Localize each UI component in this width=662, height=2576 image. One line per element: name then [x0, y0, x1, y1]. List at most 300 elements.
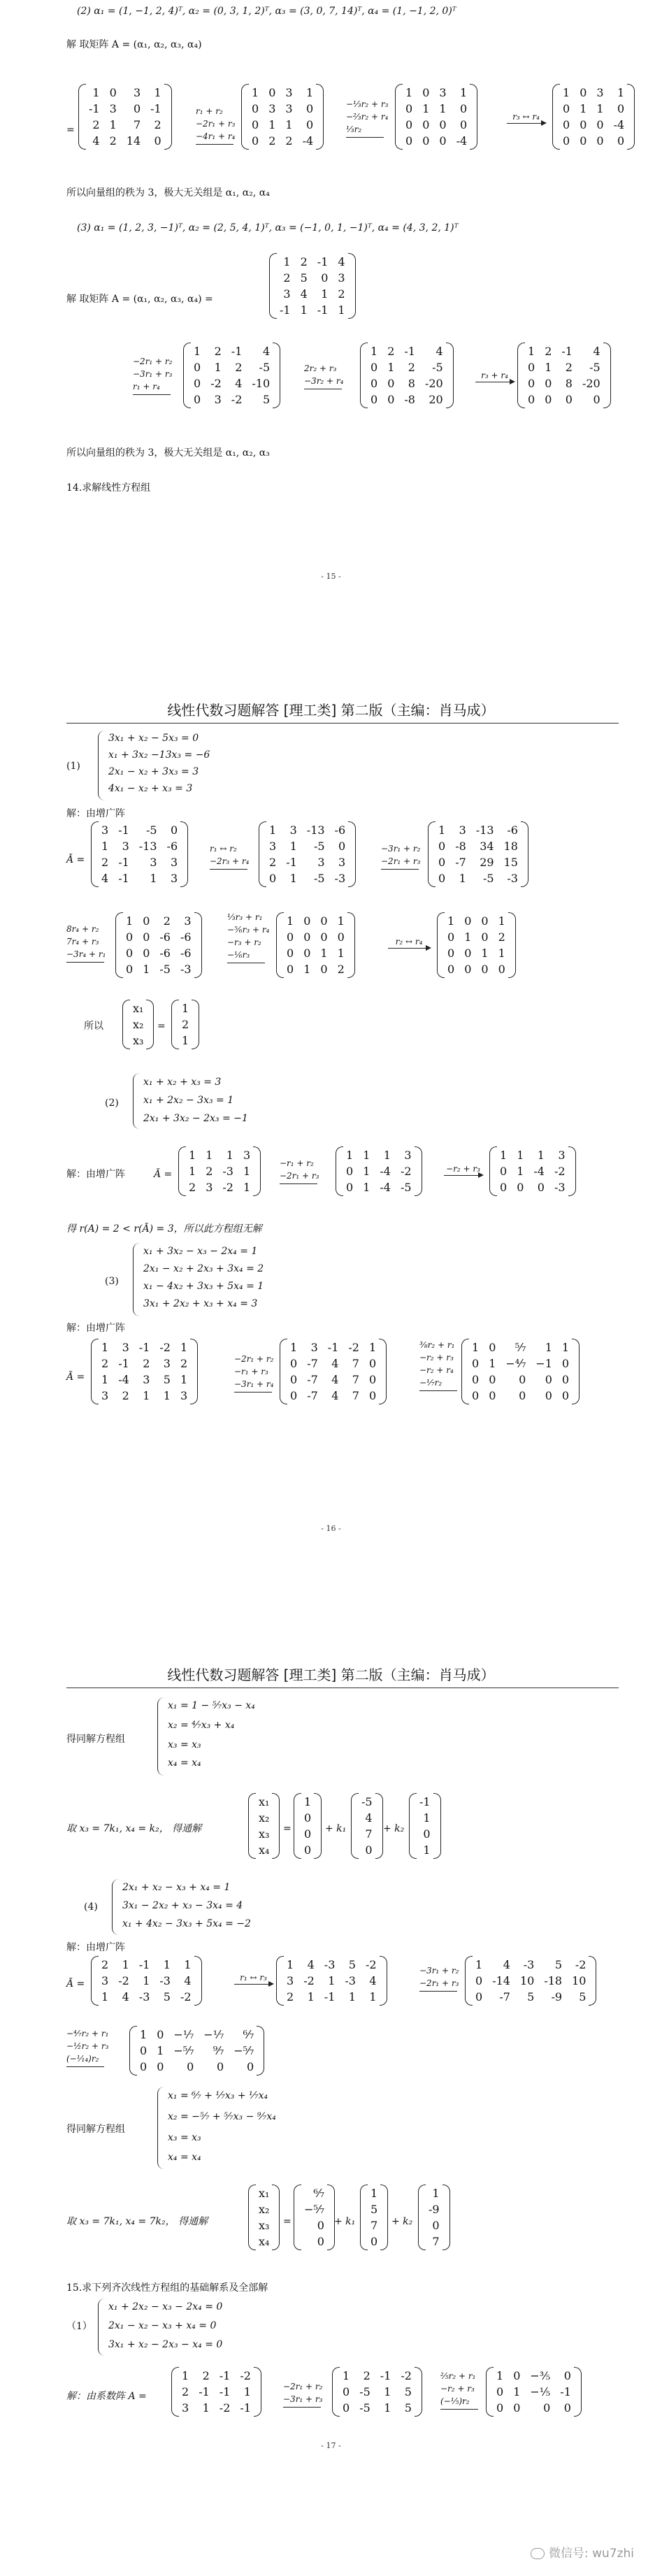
matrix-entry: 1 — [363, 1181, 370, 1194]
left-bracket — [360, 2185, 368, 2250]
right-bracket — [446, 343, 454, 408]
matrix-entry: 0 — [317, 2235, 324, 2248]
matrix-entry: 4 — [503, 1958, 510, 1971]
left-bracket — [294, 2185, 301, 2250]
matrix-entry: -2 — [303, 1974, 315, 1987]
row-operation: −3r₄ + r₁ — [66, 949, 106, 959]
matrix-b — [241, 84, 324, 150]
matrix-entry: 1 — [472, 1341, 480, 1354]
system-2-eq-1: x₁ + x₂ + x₃ = 3 — [143, 1077, 222, 1088]
matrix-entry: 1 — [300, 303, 308, 317]
row-operation: −r₁ + r₂ — [280, 1158, 314, 1168]
right-bracket — [272, 2185, 280, 2250]
right-bracket — [375, 1793, 383, 1859]
augmented-symbol-3: Ā = — [66, 1372, 85, 1383]
row-operation: −2r₁ + r₂ — [283, 2382, 323, 2391]
matrix-entry: 5 — [527, 1990, 535, 2003]
matrix-entry: 0 — [498, 963, 505, 976]
matrix-entry: 3 — [122, 840, 129, 853]
right-bracket — [508, 912, 516, 978]
general2-plus-k1: + k₁ — [334, 2216, 356, 2227]
matrix-entry: 4 — [436, 345, 443, 358]
left-bracket — [122, 1000, 130, 1049]
matrix-entry: 0 — [252, 134, 259, 147]
matrix-entry: 0 — [439, 118, 447, 131]
matrix-entry: 0 — [464, 947, 472, 960]
matrix-entry: 1 — [439, 102, 447, 115]
matrix-entry: 1 — [101, 1990, 109, 2003]
matrix-entry: -20 — [582, 377, 600, 390]
matrix-entry: -14 — [492, 1974, 510, 1987]
matrix-entry: x₃ — [259, 2219, 270, 2232]
matrix-entry: 0 — [561, 1389, 570, 1402]
matrix-entry: 2 — [154, 118, 161, 131]
section-14-title: 14.求解线性方程组 — [66, 482, 151, 494]
matrix-entry: 0 — [489, 1389, 496, 1402]
matrix-entry: -5 — [145, 823, 157, 837]
matrix-entry: 2 — [180, 1357, 188, 1370]
matrix-a — [78, 84, 172, 150]
matrix-entry: 1 — [163, 1958, 171, 1971]
matrix-entry: 0 — [187, 2060, 194, 2073]
matrix-entry: -9 — [551, 1990, 563, 2003]
matrix-entry: x₄ — [259, 2235, 270, 2248]
matrix-entry: 1 — [528, 345, 535, 358]
matrix-entry: -6 — [334, 823, 346, 837]
matrix-entry: 1 — [405, 86, 413, 99]
matrix-entry: 0 — [290, 1357, 298, 1370]
matrix-entry: 34 — [480, 840, 494, 853]
system-4-eq-3: x₁ + 4x₂ − 3x₃ + 5x₄ = −2 — [122, 1918, 251, 1929]
page-header-title-17: 线性代数习题解答 [理工类] 第二版（主编：肖马成） — [167, 1667, 495, 1683]
matrix-entry: 3 — [180, 1389, 188, 1402]
matrix-entry: 0 — [343, 2401, 350, 2415]
problem-3-statement: (3) α₁ = (1, 2, 3, −1)ᵀ, α₂ = (2, 5, 4, 1)ᵀ, α₃ = (−1, 0, 1, −1)ᵀ, α₄ = (4, 3, 2, 1)ᵀ — [77, 222, 459, 233]
matrix-entry: -1 — [324, 1990, 336, 2003]
matrix-entry: 1 — [545, 361, 552, 374]
matrix-entry: 0 — [593, 393, 600, 406]
matrix-entry: -2 — [118, 1974, 129, 1987]
left-bracket — [395, 84, 403, 150]
matrix-entry: 2 — [287, 1990, 294, 2003]
matrix-entry: 0 — [537, 1181, 545, 1194]
left-bracket — [248, 2185, 256, 2250]
matrix-entry: 0 — [370, 393, 378, 406]
matrix-entry: 2 — [300, 255, 308, 268]
page-number-16: - 16 - — [321, 1524, 341, 1533]
system-2-label: (2) — [105, 1098, 119, 1109]
matrix-entry: 0 — [387, 393, 395, 406]
matrix-entry: -1 — [118, 872, 129, 885]
equals-sign: = — [66, 124, 75, 136]
matrix-entry: 0 — [126, 963, 134, 976]
matrix-entry: 0 — [561, 1373, 570, 1386]
matrix-entry: x₁ — [133, 1002, 144, 1015]
matrix-entry: 4 — [262, 345, 271, 358]
right-bracket — [348, 253, 356, 319]
matrix-entry: −1 — [535, 1357, 552, 1370]
matrix-entry: 0 — [346, 1181, 354, 1194]
matrix-entry: 7 — [133, 118, 141, 131]
matrix-entry: ⁶⁄₇ — [313, 2187, 324, 2200]
matrix-entry: 0 — [126, 930, 134, 944]
matrix-entry: -2 — [554, 1165, 566, 1178]
matrix-entry: 0 — [528, 361, 535, 374]
matrix-entry: −⅗ — [530, 2369, 551, 2382]
matrix-entry: 0 — [305, 102, 314, 115]
left-bracket — [171, 1000, 179, 1049]
matrix-entry: 0 — [143, 914, 150, 928]
system-2-brace — [133, 1073, 141, 1129]
matrix-entry: 0 — [269, 872, 277, 885]
matrix-entry: -4 — [380, 1165, 391, 1178]
matrix-entry: -2 — [222, 1181, 233, 1194]
matrix-entry: 0 — [133, 102, 141, 115]
row-operation: −3r₂ + r₄ — [304, 376, 344, 386]
matrix-entry: 2 — [363, 2369, 370, 2382]
matrix-entry: -1 — [231, 345, 243, 358]
matrix-entry: 0 — [459, 118, 468, 131]
matrix-entry: 7 — [352, 1373, 359, 1386]
right-bracket — [273, 343, 280, 408]
matrix-entry: 3 — [317, 856, 325, 869]
matrix-entry: -1 — [219, 2385, 231, 2398]
row-swap-label-2: r₂ ↔ r₄ — [395, 937, 423, 947]
matrix-entry: -13 — [306, 823, 325, 837]
header-rule — [66, 723, 619, 724]
right-bracket — [589, 1956, 596, 2006]
matrix-entry: 1 — [226, 1149, 233, 1162]
matrix-entry: 2 — [283, 271, 291, 285]
matrix-entry: 0 — [563, 2401, 571, 2415]
row-operation: −⅙r₃ — [227, 950, 250, 960]
row-operation: −2r₁ + r₃ — [381, 856, 421, 866]
matrix-entry: 1 — [252, 86, 259, 99]
right-bracket — [146, 1000, 154, 1049]
matrix-entry: -5 — [313, 872, 325, 885]
matrix-entry: −⁵⁄₇ — [233, 2044, 254, 2057]
right-bracket — [568, 1146, 576, 1196]
matrix-entry: 3 — [287, 1974, 294, 1987]
matrix-aug-4 — [115, 912, 202, 978]
matrix-entry: 10 — [572, 1974, 587, 1987]
watermark-text: 微信号: wu7zhi — [548, 2547, 634, 2561]
arrow-icon — [381, 869, 419, 870]
matrix-entry: -4 — [380, 1181, 391, 1194]
arrow-icon — [440, 2409, 478, 2410]
matrix-entry: 1 — [243, 1165, 251, 1178]
matrix-entry: -1 — [118, 823, 129, 837]
matrix-entry: 1 — [206, 1149, 213, 1162]
matrix-entry: −⁵⁄₇ — [304, 2203, 324, 2216]
matrix-entry: 1 — [150, 872, 157, 885]
wechat-watermark — [531, 2543, 634, 2561]
right-bracket — [380, 2185, 388, 2250]
matrix-entry: 0 — [563, 134, 570, 147]
matrix-h — [517, 343, 611, 408]
matrix-entry: 10 — [519, 1974, 535, 1987]
matrix-entry: 0 — [472, 1357, 480, 1370]
matrix-entry: x₂ — [259, 1811, 270, 1825]
matrix-entry: 0 — [517, 1181, 524, 1194]
matrix-entry: 1 — [370, 345, 378, 358]
row-operation: −⁴⁄₇r₂ + r₁ — [66, 2029, 109, 2038]
matrix-c — [395, 84, 477, 150]
row-operation: 8r₄ + r₂ — [66, 924, 99, 934]
augmented-symbol-4: Ā = — [66, 1978, 85, 1989]
general-solution-intro-2: 得同解方程组 — [66, 2124, 125, 2135]
matrix-entry: 0 — [370, 377, 378, 390]
matrix-entry: 0 — [438, 840, 446, 853]
wechat-icon — [531, 2548, 545, 2559]
section-15-title: 15.求下列齐次线性方程组的基础解系及全部解 — [66, 2282, 268, 2294]
matrix-entry: -1 — [138, 1341, 150, 1354]
row-operation: −r₂ + r₃ — [419, 1353, 454, 1362]
parameter-choice: 取 x₃ = 7k₁, x₄ = k₂， 得通解 — [66, 1823, 202, 1834]
matrix-entry: 0 — [580, 118, 587, 131]
matrix-entry: 0 — [422, 118, 430, 131]
matrix-entry: 1 — [214, 361, 222, 374]
matrix-entry: 0 — [565, 393, 573, 406]
matrix-entry: 3 — [283, 287, 291, 301]
matrix-entry: 1 — [368, 1341, 377, 1354]
matrix-entry: 0 — [287, 930, 294, 944]
matrix-entry: 3 — [338, 271, 345, 285]
matrix-entry: 4 — [92, 134, 100, 147]
augmented-symbol: Ā = — [66, 854, 85, 865]
matrix-entry: 1 — [617, 86, 625, 99]
arrow-icon — [66, 962, 104, 963]
row-ops-10 — [234, 1353, 273, 1393]
matrix-entry: -6 — [180, 930, 192, 944]
matrix-entry: 1 — [537, 1149, 545, 1162]
matrix-aug-7 — [178, 1146, 261, 1196]
right-bracket — [415, 1146, 422, 1196]
row-operation: −2r₁ + r₂ — [133, 357, 173, 366]
matrix-entry: 1 — [545, 1341, 552, 1354]
general2-vec-2 — [418, 2185, 450, 2250]
row-operation: −2r₁ + r₃ — [280, 1171, 319, 1181]
matrix-entry: 1 — [438, 823, 446, 837]
matrix-entry: 1 — [163, 1389, 171, 1402]
matrix-entry: 3 — [269, 840, 277, 853]
matrix-entry: 0 — [343, 2385, 350, 2398]
matrix-entry: 0 — [545, 377, 552, 390]
matrix-entry: 0 — [338, 840, 346, 853]
matrix-entry: 0 — [368, 1373, 377, 1386]
matrix-entry: 0 — [447, 963, 455, 976]
right-bracket — [348, 821, 356, 887]
matrix-entry: 4 — [235, 377, 243, 390]
matrix-entry: -1 — [219, 2369, 231, 2382]
row-ops-4 — [304, 362, 343, 389]
row-add-label: r₃ + r₄ — [481, 370, 508, 380]
matrix-entry: 1 — [561, 1341, 570, 1354]
matrix-entry: -1 — [317, 255, 329, 268]
right-bracket — [415, 2367, 422, 2417]
matrix-entry: 0 — [447, 947, 455, 960]
matrix-entry: 5 — [554, 1958, 563, 1971]
matrix-entry: 1 — [122, 1958, 129, 1971]
matrix-entry: 0 — [290, 1389, 298, 1402]
row-ops-3 — [133, 355, 172, 395]
matrix-entry: 4 — [365, 1811, 373, 1825]
matrix-entry: 1 — [328, 1974, 336, 1987]
arrow-icon — [280, 1183, 317, 1184]
matrix-f — [183, 343, 280, 408]
system-2-eq-3: 2x₁ + 3x₂ − 2x₃ = −1 — [143, 1113, 248, 1124]
system-3-brace — [133, 1243, 141, 1316]
matrix-entry: 0 — [545, 1389, 552, 1402]
left-bracket — [78, 84, 86, 150]
matrix-entry: 0 — [596, 134, 604, 147]
matrix-entry: -20 — [424, 377, 443, 390]
matrix-entry: 0 — [252, 118, 259, 131]
matrix-entry: -6 — [159, 947, 171, 960]
general2-plus-k2: + k₂ — [391, 2216, 413, 2227]
matrix-entry: 0 — [303, 930, 311, 944]
matrix-entry: 0 — [475, 1990, 483, 2003]
matrix-entry: -3 — [334, 872, 346, 885]
system-3-eq-1: x₁ + 3x₂ − x₃ − 2x₄ = 1 — [143, 1246, 258, 1257]
matrix-entry: 8 — [408, 377, 415, 390]
system-4-brace — [112, 1879, 120, 1935]
matrix-aug-1 — [91, 821, 188, 887]
matrix-entry: 1 — [596, 102, 604, 115]
matrix-entry: 1 — [184, 1958, 192, 1971]
row-operation: r₁ ↔ r₂ — [210, 844, 237, 854]
right-bracket — [272, 1793, 280, 1859]
matrix-entry: -1 — [199, 2385, 210, 2398]
matrix-entry: 0 — [405, 102, 413, 115]
row-operation: −r₃ + r₂ — [227, 937, 261, 947]
matrix-entry: x₁ — [259, 1795, 270, 1808]
matrix-entry: 2 — [268, 134, 276, 147]
matrix-entry: 0 — [545, 393, 552, 406]
matrix-entry: 1 — [290, 1341, 298, 1354]
matrix-entry: -2 — [348, 1341, 359, 1354]
matrix-entry: -7 — [455, 856, 466, 869]
matrix-entry: 1 — [101, 1373, 109, 1386]
matrix-entry: 18 — [503, 840, 518, 853]
matrix-entry: 5 — [348, 1958, 356, 1971]
system-3-eq-4: 3x₁ + 2x₂ + x₃ + x₄ = 3 — [143, 1298, 258, 1309]
right-bracket — [572, 1339, 580, 1404]
matrix-entry: 1 — [92, 86, 100, 99]
general-eq-sign: = — [283, 1823, 292, 1834]
problem-2-statement: (2) α₁ = (1, −1, 2, 4)ᵀ, α₂ = (0, 3, 1, 2)ᵀ, α₃ = (3, 0, 7, 14)ᵀ, α₄ = (1, −1, 2, 0)ᵀ — [77, 6, 456, 17]
matrix-entry: -1 — [380, 2369, 391, 2382]
homogeneous-eq-2: 2x₁ − x₂ − x₃ + x₄ = 0 — [108, 2320, 217, 2331]
matrix-entry: -1 — [560, 2385, 571, 2398]
row-operation: 7r₄ + r₃ — [66, 937, 99, 947]
solution-intro: 解 取矩阵 A = (α₁, α₂, α₃, α₄) — [66, 39, 202, 50]
matrix-entry: 1 — [489, 1357, 496, 1370]
matrix-entry: 0 — [475, 1974, 483, 1987]
row-operation: −2r₁ + r₂ — [234, 1354, 274, 1364]
matrix-entry: 0 — [109, 86, 117, 99]
right-bracket — [194, 1956, 202, 2006]
arrow-icon — [196, 144, 233, 145]
row-operation: −3r₁ + r₂ — [381, 844, 421, 854]
matrix-entry: 2 — [101, 1357, 109, 1370]
left-bracket — [294, 1793, 301, 1859]
matrix-entry: 15 — [503, 856, 518, 869]
right-bracket — [194, 912, 202, 978]
matrix-entry: 2 — [285, 134, 293, 147]
left-bracket — [259, 821, 266, 887]
matrix-aug-8 — [336, 1146, 422, 1196]
matrix-entry: 3 — [122, 1341, 129, 1354]
rank-note: 得 r(A) = 2 < r(Ā) = 3，所以此方程组无解 — [66, 1223, 262, 1235]
matrix-entry: 1 — [189, 1149, 196, 1162]
matrix-entry: 1 — [189, 1165, 196, 1178]
matrix-entry: 2 — [101, 1958, 109, 1971]
general2-vec-particular — [294, 2185, 335, 2250]
matrix-entry: 1 — [343, 2369, 350, 2382]
matrix-entry: 1 — [305, 86, 314, 99]
matrix-entry: -3 — [324, 1958, 336, 1971]
matrix-entry: 3 — [310, 1341, 318, 1354]
solution-vector-x — [122, 1000, 154, 1049]
row-ops-15 — [440, 2370, 478, 2410]
matrix-entry: 3 — [285, 86, 293, 99]
matrix-entry: -2 — [365, 1958, 377, 1971]
row-operation: −3r₁ + r₃ — [133, 369, 173, 379]
matrix-entry: 0 — [387, 377, 395, 390]
matrix-entry: 0 — [368, 1357, 377, 1370]
matrix-entry: 0 — [459, 102, 468, 115]
matrix-entry: 3 — [143, 1373, 150, 1386]
system-3-label: (3) — [105, 1276, 119, 1287]
left-bracket — [178, 1146, 186, 1196]
general-eq-4: x₄ = x₄ — [168, 1757, 201, 1769]
matrix-entry: -2 — [159, 1341, 171, 1354]
matrix-entry: 1 — [285, 118, 293, 131]
left-bracket — [409, 1793, 417, 1859]
matrix-entry: 0 — [157, 2060, 164, 2073]
matrix-entry: 0 — [528, 393, 535, 406]
matrix-aug-5 — [276, 912, 355, 978]
matrix-entry: 3 — [150, 856, 157, 869]
row-ops-12 — [419, 1964, 459, 1992]
right-bracket — [442, 2185, 450, 2250]
left-bracket — [336, 1146, 343, 1196]
right-bracket — [380, 1956, 387, 2006]
row-operation: −r₁ + r₃ — [234, 1367, 268, 1376]
matrix-entry: -1 — [286, 856, 297, 869]
matrix-entry: 0 — [580, 86, 587, 99]
arrow-icon — [66, 2066, 104, 2067]
left-bracket — [465, 1956, 473, 2006]
row-operation: r₁ + r₂ — [196, 106, 223, 116]
solution-intro-2: 解 取矩阵 A = (α₁, α₂, α₃, α₄) = — [66, 294, 213, 305]
matrix-entry: 0 — [580, 134, 587, 147]
right-bracket — [164, 84, 172, 150]
matrix-entry: 0 — [432, 2219, 440, 2232]
general2-vec-1 — [360, 2185, 388, 2250]
matrix-entry: 4 — [331, 1389, 339, 1402]
matrix-entry: 3 — [459, 823, 466, 837]
system-2-eq-2: x₁ + 2x₂ − 3x₃ = 1 — [143, 1095, 234, 1106]
row-operation: −2r₁ + r₃ — [419, 1978, 459, 1988]
general2-eq-2: x₂ = −⁵⁄₇ + ⁵⁄₇x₃ − ⁹⁄₇x₄ — [168, 2111, 276, 2122]
matrix-entry: -10 — [252, 377, 271, 390]
matrix-entry: 0 — [472, 1373, 480, 1386]
matrix-entry: 1 — [320, 947, 328, 960]
matrix-entry: −⅐ — [173, 2028, 194, 2041]
matrix-entry: 1 — [423, 1811, 431, 1825]
